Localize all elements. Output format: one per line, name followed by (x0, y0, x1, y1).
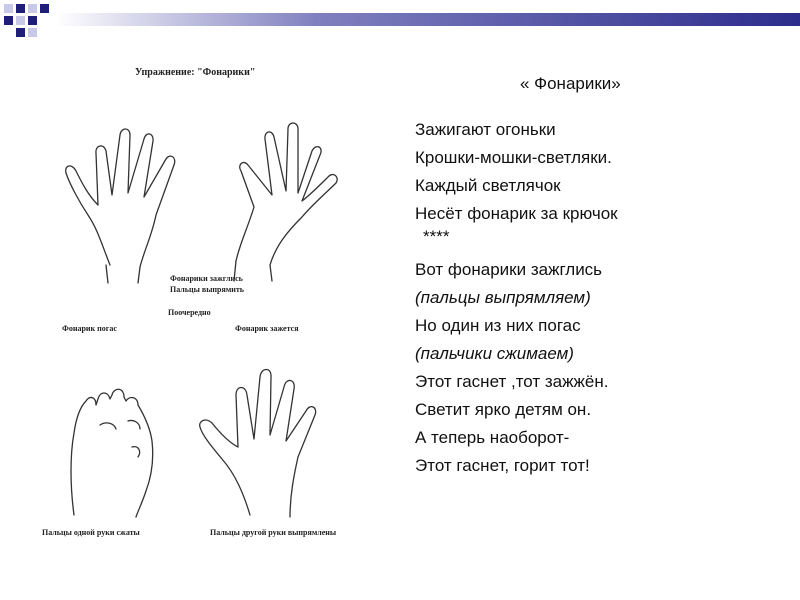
poem-line: Но один из них погас (415, 316, 581, 335)
poem-instruction: (пальчики сжимаем) (415, 344, 574, 363)
open-hand-left-icon (66, 129, 175, 283)
bottom-left-caption: Пальцы одной руки сжаты (42, 528, 140, 537)
poem-line: Светит ярко детям он. (415, 400, 592, 419)
bottom-right-caption: Пальцы другой руки выпрямлены (210, 528, 337, 537)
top-caption-line2: Пальцы выпрямить (170, 285, 245, 294)
poem-line: Зажигают огоньки (415, 120, 556, 139)
poem-line: Этот гаснет ,тот зажжён. (415, 372, 609, 391)
open-hand-right-icon (234, 123, 337, 281)
left-hand-label: Фонарик погас (62, 324, 117, 333)
figure-heading: Упражнение: "Фонарики" (135, 67, 256, 78)
poem-line: Каждый светлячок (415, 176, 561, 195)
poem-line: Вот фонарики зажглись (415, 260, 603, 279)
poem-line: Этот гаснет, горит тот! (415, 456, 590, 475)
poem-instruction: (пальцы выпрямляем) (415, 288, 591, 307)
title-bar (0, 0, 800, 40)
closed-fist-icon (71, 389, 153, 517)
poem-line: А теперь наоборот- (415, 428, 570, 447)
poem-separator: **** (423, 227, 450, 246)
open-hand-bottom-icon (200, 370, 316, 518)
right-hand-label: Фонарик зажется (235, 324, 299, 333)
top-caption-line1: Фонарики зажглись (170, 274, 243, 283)
poem-block (415, 70, 745, 480)
middle-caption: Поочередно (168, 308, 211, 317)
exercise-figure (40, 55, 380, 555)
hands-illustration (40, 55, 380, 555)
poem-line: Несёт фонарик за крючок (415, 204, 618, 223)
poem-title: « Фонарики» (520, 74, 621, 93)
poem-line: Крошки-мошки-светляки. (415, 148, 612, 167)
title-gradient-line (56, 13, 800, 26)
